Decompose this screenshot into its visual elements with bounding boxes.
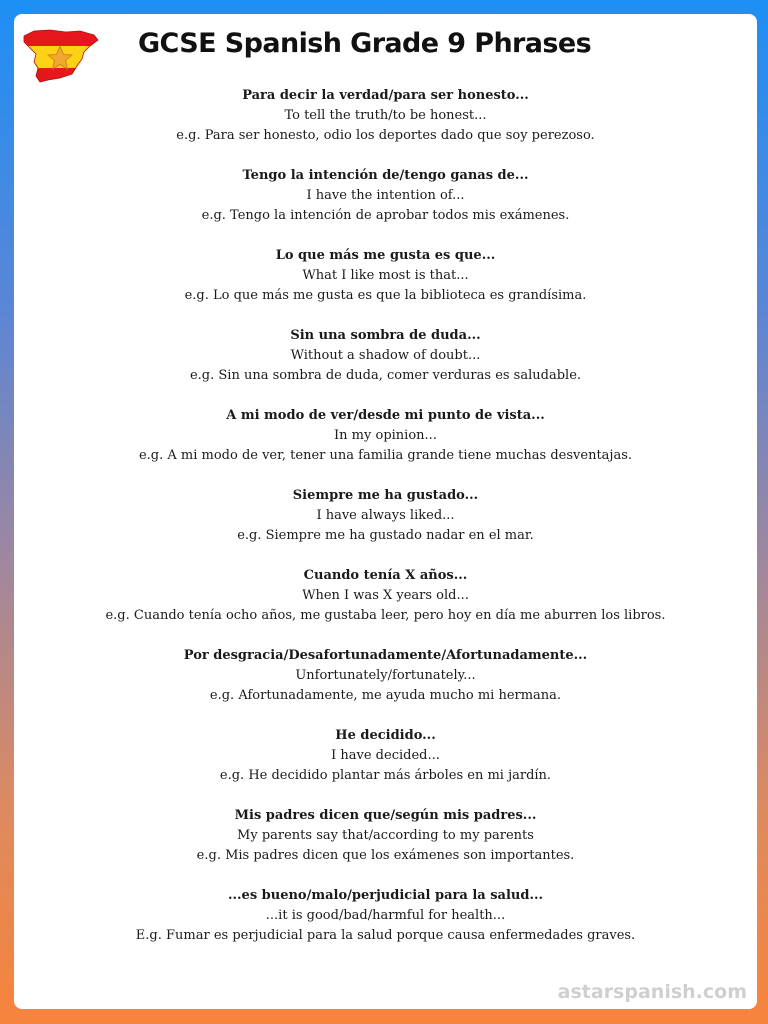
phrase-spanish: Siempre me ha gustado... bbox=[292, 488, 479, 503]
phrase-example: e.g. Tengo la intención de aprobar todos mis exámenes. bbox=[201, 208, 570, 223]
phrase-list bbox=[14, 86, 757, 966]
phrase-example: e.g. He decidido plantar más árboles en mi jardín. bbox=[219, 768, 552, 783]
phrase-item bbox=[14, 886, 757, 946]
phrase-item bbox=[14, 806, 757, 866]
spain-map-flag-icon bbox=[20, 26, 100, 84]
phrase-spanish: ...es bueno/malo/perjudicial para la salud... bbox=[227, 888, 544, 903]
phrase-english: What I like most is that... bbox=[302, 268, 469, 283]
phrase-spanish: Sin una sombra de duda... bbox=[290, 328, 481, 343]
phrase-example: e.g. Sin una sombra de duda, comer verduras es saludable. bbox=[189, 368, 582, 383]
phrase-spanish: Lo que más me gusta es que... bbox=[275, 248, 496, 263]
phrase-item bbox=[14, 646, 757, 706]
phrase-spanish: Para decir la verdad/para ser honesto... bbox=[242, 88, 529, 103]
phrase-english: When I was X years old... bbox=[302, 588, 469, 603]
phrase-english: I have always liked... bbox=[316, 508, 455, 523]
phrase-english: ...it is good/bad/harmful for health... bbox=[265, 908, 506, 923]
phrase-example: e.g. Cuando tenía ocho años, me gustaba leer, pero hoy en día me aburren los libros. bbox=[105, 608, 666, 623]
phrase-example: e.g. Lo que más me gusta es que la biblioteca es grandísima. bbox=[184, 288, 587, 303]
phrase-english: To tell the truth/to be honest... bbox=[284, 108, 487, 123]
page-title: GCSE Spanish Grade 9 Phrases bbox=[138, 28, 592, 59]
phrase-item bbox=[14, 326, 757, 386]
phrase-item bbox=[14, 246, 757, 306]
phrase-spanish: Tengo la intención de/tengo ganas de... bbox=[242, 168, 529, 183]
phrase-spanish: He decidido... bbox=[335, 728, 436, 743]
phrase-example: E.g. Fumar es perjudicial para la salud porque causa enfermedades graves. bbox=[135, 928, 636, 943]
document-card bbox=[14, 14, 757, 1009]
phrase-item bbox=[14, 406, 757, 466]
phrase-example: e.g. Para ser honesto, odio los deportes dado que soy perezoso. bbox=[176, 128, 595, 143]
phrase-spanish: Mis padres dicen que/según mis padres... bbox=[234, 808, 537, 823]
phrase-item bbox=[14, 86, 757, 146]
phrase-english: I have decided... bbox=[331, 748, 440, 763]
phrase-english: My parents say that/according to my parents bbox=[237, 828, 534, 843]
phrase-example: e.g. Siempre me ha gustado nadar en el mar. bbox=[237, 528, 534, 543]
phrase-example: e.g. A mi modo de ver, tener una familia grande tiene muchas desventajas. bbox=[138, 448, 633, 463]
phrase-spanish: Por desgracia/Desafortunadamente/Afortunadamente... bbox=[183, 648, 588, 663]
phrase-spanish: A mi modo de ver/desde mi punto de vista... bbox=[226, 408, 545, 423]
phrase-example: e.g. Mis padres dicen que los exámenes son importantes. bbox=[196, 848, 575, 863]
phrase-english: Unfortunately/fortunately... bbox=[295, 668, 476, 683]
site-watermark: astarspanish.com bbox=[557, 981, 747, 1003]
phrase-example: e.g. Afortunadamente, me ayuda mucho mi hermana. bbox=[209, 688, 562, 703]
phrase-spanish: Cuando tenía X años... bbox=[303, 568, 468, 583]
phrase-english: Without a shadow of doubt... bbox=[290, 348, 481, 363]
phrase-item bbox=[14, 726, 757, 786]
phrase-english: I have the intention of... bbox=[306, 188, 465, 203]
phrase-item bbox=[14, 166, 757, 226]
phrase-item bbox=[14, 486, 757, 546]
phrase-item bbox=[14, 566, 757, 626]
phrase-english: In my opinion... bbox=[334, 428, 437, 443]
